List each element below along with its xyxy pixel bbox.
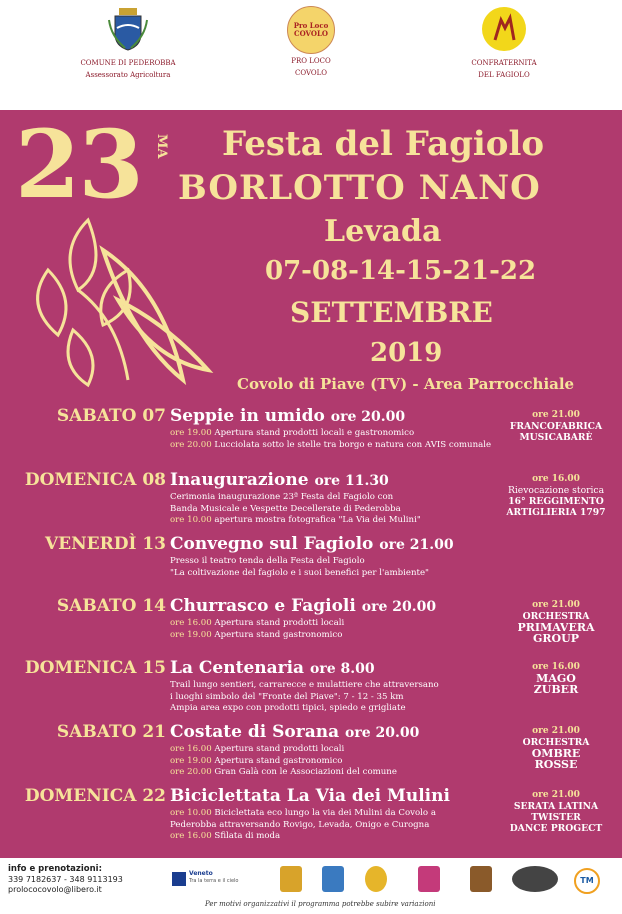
event-details <box>170 556 500 579</box>
sponsor-veneto <box>172 870 252 888</box>
detail-text: Apertura stand prodotti locali e gastronomico <box>211 428 415 438</box>
detail-time: ore 10.00 <box>170 515 212 525</box>
event-title <box>170 786 450 806</box>
event-time: ore 20.00 <box>345 725 420 741</box>
pro-loco-badge-text1: Pro Loco <box>293 21 329 30</box>
event-title-text: Biciclettata La Via dei Mulini <box>170 786 450 806</box>
sponsor-logo-icon <box>322 866 344 892</box>
detail-time: ore 16.00 <box>170 618 212 628</box>
veneto-lion-icon <box>172 872 186 886</box>
side-line: ARTIGLIERIA 1797 <box>506 507 606 518</box>
detail-line <box>170 703 500 715</box>
disclaimer-note: Per motivi organizzativi il programma potrebbe subire variazioni <box>205 900 436 908</box>
event-title <box>170 596 436 616</box>
event-time: ore 20.00 <box>330 409 406 425</box>
detail-text: apertura mostra fotografica "La Via dei Mulini" <box>211 515 421 525</box>
confraternita-subtitle: DEL FAGIOLO <box>478 71 530 79</box>
side-line: PRIMAVERA <box>517 621 595 634</box>
sponsor-logo-icon <box>418 866 440 892</box>
event-title <box>170 658 375 678</box>
event-title-text: Seppie in umido <box>170 406 325 426</box>
detail-text: Apertura stand gastronomico <box>211 755 343 766</box>
centenary-logo-icon <box>512 866 558 892</box>
detail-text: i luoghi simbolo del "Fronte del Piave": 7 - 12 - 35 km <box>170 691 404 702</box>
event-side-show <box>490 726 622 770</box>
detail-text: Lucciolata sotto le stelle tra borgo e natura con AVIS comunale <box>211 439 492 450</box>
festival-place: Covolo di Piave (TV) - Area Parrocchiale <box>237 375 575 393</box>
detail-text: Sfilata di moda <box>211 831 281 841</box>
event-side-show <box>490 662 622 695</box>
detail-time: ore 10.00 <box>170 808 212 818</box>
pro-loco-badge-icon <box>287 6 335 54</box>
sponsor-veneto-name: Veneto <box>189 870 213 877</box>
side-line: ORCHESTRA <box>522 737 590 748</box>
side-time: ore 21.00 <box>532 790 580 800</box>
event-day: VENERDÌ 13 <box>44 534 166 554</box>
festival-month: SETTEMBRE <box>290 296 493 329</box>
logo-comune <box>58 6 198 80</box>
event-time: ore 20.00 <box>361 599 437 615</box>
detail-line <box>170 618 500 630</box>
festival-subtitle: BORLOTTO NANO <box>178 168 541 208</box>
bean-plant-illustration-icon <box>18 210 218 400</box>
event-side-show <box>490 600 622 644</box>
sponsor-veneto-slogan: Tra la terra e il cielo <box>189 878 239 884</box>
detail-text: "La coltivazione del fagiolo e i suoi benefici per l'ambiente" <box>170 567 429 578</box>
festival-dates: 07-08-14-15-21-22 <box>265 256 537 286</box>
side-line: FRANCOFABRICA <box>509 421 603 432</box>
detail-time: ore 16.00 <box>170 831 212 841</box>
event-title-text: La Centenaria <box>170 658 305 678</box>
detail-time: ore 16.00 <box>170 744 212 754</box>
side-time: ore 21.00 <box>532 410 580 420</box>
side-line: ORCHESTRA <box>522 611 590 622</box>
event-title-text: Costate di Sorana <box>170 722 340 742</box>
event-side-show <box>490 790 622 834</box>
detail-line <box>170 820 500 832</box>
detail-line <box>170 492 500 504</box>
event-details <box>170 680 500 715</box>
poster-body <box>0 110 622 858</box>
detail-line <box>170 515 500 527</box>
event-time: ore 21.00 <box>379 537 454 553</box>
festival-year: 2019 <box>370 338 443 368</box>
edition-number: 23 <box>15 110 142 220</box>
detail-text: Apertura stand prodotti locali <box>211 618 345 628</box>
event-title-text: Convegno sul Fagiolo <box>170 534 374 554</box>
side-line: OMBRE <box>531 747 581 760</box>
event-title <box>170 470 389 490</box>
detail-time: ore 19.00 <box>170 629 212 640</box>
detail-line <box>170 428 500 440</box>
event-details <box>170 492 500 527</box>
detail-text: Gran Galà con le Associazioni del comune <box>211 767 397 777</box>
detail-line <box>170 630 500 642</box>
detail-line <box>170 744 500 756</box>
side-line: 16° REGGIMENTO <box>508 496 604 507</box>
detail-time: ore 20.00 <box>170 439 212 450</box>
detail-text: Apertura stand prodotti locali <box>211 744 345 754</box>
detail-line <box>170 831 500 843</box>
detail-line <box>170 556 500 568</box>
event-details <box>170 744 500 779</box>
detail-text: Cerimonia inaugurazione 23ª Festa del Fagiolo con <box>170 492 394 502</box>
side-time: ore 21.00 <box>532 726 580 736</box>
detail-line <box>170 767 500 779</box>
detail-text: Ampia area expo con prodotti tipici, spiedo e grigliate <box>170 703 406 713</box>
festival-title: Festa del Fagiolo <box>222 124 545 164</box>
comune-name: COMUNE DI PEDEROBBA <box>80 59 176 67</box>
event-details <box>170 808 500 843</box>
detail-time: ore 19.00 <box>170 755 212 766</box>
event-day: SABATO 07 <box>56 406 166 426</box>
sponsor-logo-icon <box>470 866 492 892</box>
comune-crest-icon <box>105 6 151 52</box>
logo-pro-loco <box>241 6 381 78</box>
comune-department: Assessorato Agricoltura <box>85 71 171 79</box>
confraternita-emblem-icon <box>481 6 527 52</box>
event-side-show <box>490 410 622 443</box>
event-title-text: Churrasco e Fagioli <box>170 596 356 616</box>
event-day: SABATO 21 <box>56 722 166 742</box>
detail-time: ore 19.00 <box>170 428 212 438</box>
detail-line <box>170 756 500 768</box>
email-link[interactable]: prolococovolo@libero.it <box>8 885 102 894</box>
phone-numbers: 339 7182637 - 348 9113193 <box>8 874 123 884</box>
detail-text: Trail lungo sentieri, carrarecce e mulattiere che attraversano <box>170 680 439 690</box>
contact-info <box>8 864 123 896</box>
detail-line <box>170 680 500 692</box>
side-time: ore 16.00 <box>532 662 580 672</box>
event-title-text: Inaugurazione <box>170 470 309 490</box>
sponsor-logo-icon <box>365 866 387 892</box>
side-line: Rievocazione storica <box>507 485 605 496</box>
event-time: ore 8.00 <box>310 661 375 677</box>
side-time: ore 16.00 <box>532 474 580 484</box>
detail-text: Pederobba attraversando Rovigo, Levada, Onigo e Curogna <box>170 819 430 830</box>
event-title <box>170 722 419 742</box>
detail-line <box>170 808 500 820</box>
detail-line <box>170 568 500 580</box>
event-details <box>170 428 500 451</box>
side-line: ROSSE <box>534 758 578 771</box>
info-title: info e prenotazioni: <box>8 864 102 874</box>
side-time: ore 21.00 <box>532 600 580 610</box>
detail-text: Banda Musicale e Vespette Decellerate di Pederobba <box>170 503 401 514</box>
detail-text: Biciclettata eco lungo la via dei Mulini da Covolo a <box>211 808 436 818</box>
detail-text: Presso il teatro tenda della Festa del Fagiolo <box>170 556 365 566</box>
confraternita-name: CONFRATERNITA <box>471 59 537 67</box>
edition-suffix: MA <box>154 134 169 159</box>
event-details <box>170 618 500 641</box>
event-day: DOMENICA 08 <box>24 470 166 490</box>
side-line: SERATA LATINA <box>513 801 599 812</box>
festival-location-title: Levada <box>324 214 442 249</box>
event-day: SABATO 14 <box>56 596 166 616</box>
event-day: DOMENICA 15 <box>24 658 166 678</box>
event-time: ore 11.30 <box>314 473 389 489</box>
header <box>0 0 622 110</box>
detail-text: Apertura stand gastronomico <box>211 629 343 640</box>
pro-loco-place: COVOLO <box>294 69 328 77</box>
event-title <box>170 406 405 426</box>
detail-time: ore 20.00 <box>170 767 212 777</box>
event-day: DOMENICA 22 <box>24 786 166 806</box>
side-line: DANCE PROGECT <box>509 823 603 834</box>
logo-confraternita <box>434 6 574 80</box>
footer <box>0 858 622 914</box>
detail-line <box>170 692 500 704</box>
side-line: MUSICABARÈ <box>519 432 593 443</box>
pro-loco-badge-text2: COVOLO <box>294 29 328 38</box>
event-title <box>170 534 454 554</box>
side-line: TWISTER <box>531 812 581 823</box>
pro-loco-name: PRO LOCO <box>291 57 331 65</box>
side-line: ZUBER <box>533 683 579 696</box>
event-side-show <box>490 474 622 518</box>
sponsor-logo-icon <box>280 866 302 892</box>
tm-badge-icon: TM <box>574 868 600 894</box>
side-line: MAGO <box>536 672 576 685</box>
side-line: GROUP <box>533 632 579 645</box>
detail-line <box>170 440 500 452</box>
detail-line <box>170 504 500 516</box>
